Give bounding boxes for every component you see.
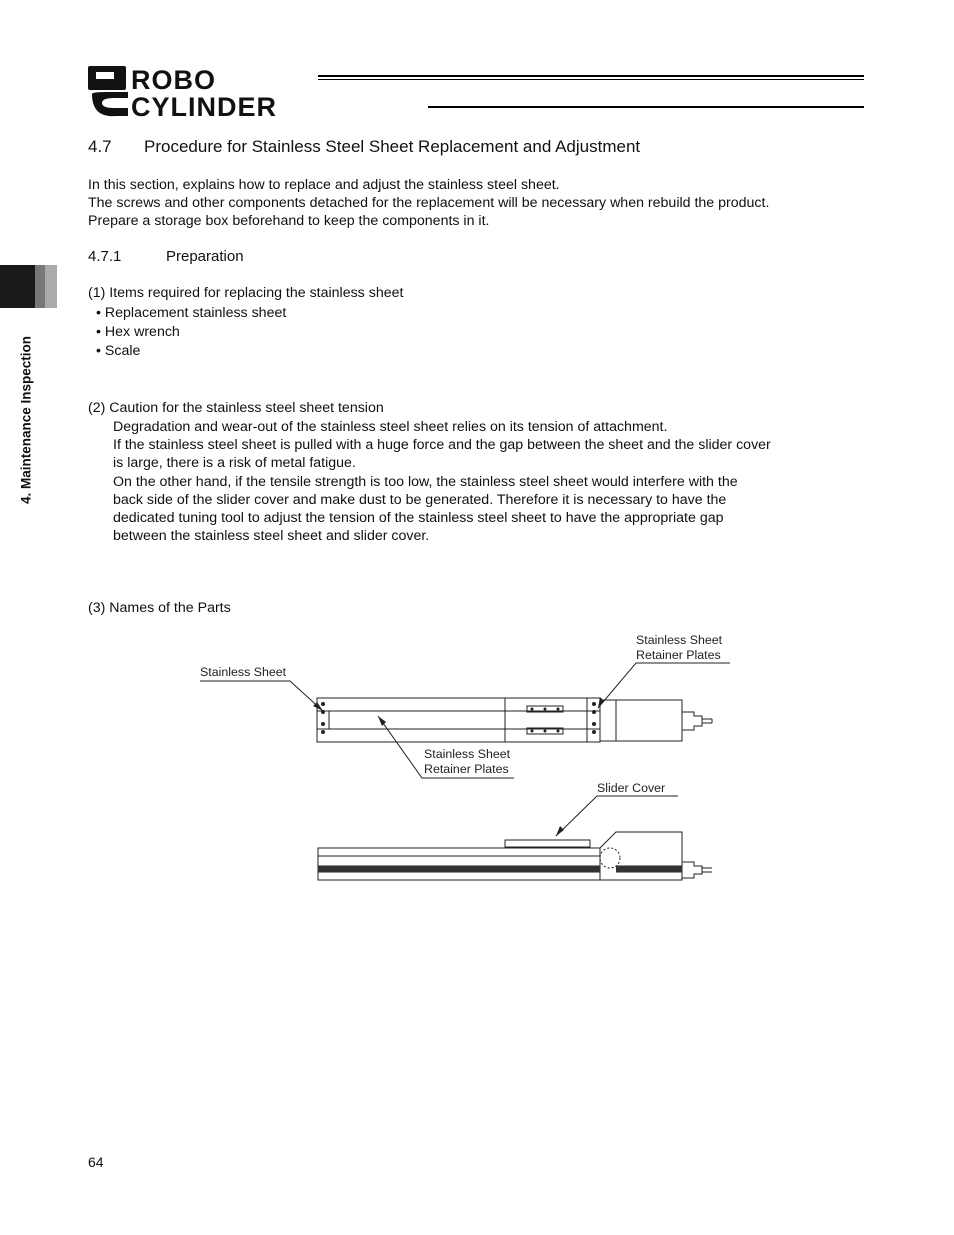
section-title: Procedure for Stainless Steel Sheet Replacement and Adjustment — [144, 137, 641, 156]
page-number: 64 — [88, 1154, 104, 1170]
label-slider-cover: Slider Cover — [597, 781, 666, 795]
caution-line: If the stainless steel sheet is pulled with a huge force and the gap between the sheet and the slider cover — [113, 437, 771, 454]
list-item: • Hex wrench — [96, 324, 180, 340]
list-item: • Replacement stainless sheet — [96, 305, 287, 321]
label-retainer-top-line2: Retainer Plates — [636, 648, 721, 662]
actuator-body-side-view — [318, 848, 600, 880]
subsection-number: 4.7.1 — [88, 248, 122, 265]
caution-line: On the other hand, if the tensile strength is too low, the stainless steel sheet would interfere with the — [113, 473, 738, 490]
motor-housing-top — [616, 700, 682, 741]
caution-line: between the stainless steel sheet and slider cover. — [113, 528, 430, 545]
caution-line: dedicated tuning tool to adjust the tension of the stainless steel sheet to have the appropriate gap — [113, 510, 724, 527]
logo-text-cylinder: CYLINDER — [131, 92, 278, 118]
intro-line: In this section, explains how to replace and adjust the stainless steel sheet. — [88, 177, 560, 193]
intro-line: The screws and other components detached for the replacement will be necessary when rebuild the product. — [88, 195, 770, 211]
leader-stainless-sheet — [200, 681, 323, 711]
label-retainer-mid-line2: Retainer Plates — [424, 762, 509, 776]
section-number: 4.7 — [88, 137, 112, 156]
caution-line: is large, there is a risk of metal fatigue. — [113, 455, 356, 472]
caution-line: Degradation and wear-out of the stainless steel sheet relies on its tension of attachment. — [113, 419, 668, 435]
items-required-heading: (1) Items required for replacing the stainless sheet — [88, 285, 404, 301]
subsection-title: Preparation — [166, 248, 244, 265]
leader-retainer-top — [598, 663, 730, 708]
label-retainer-mid-line1: Stainless Sheet — [424, 747, 511, 761]
slider-block — [505, 698, 587, 742]
parts-heading: (3) Names of the Parts — [88, 600, 231, 616]
actuator-body-top-view — [317, 698, 600, 742]
caution-line: back side of the slider cover and make dust to be generated. Therefore it is necessary to have the — [113, 491, 727, 508]
chapter-side-label: 4. Maintenance Inspection — [18, 335, 34, 505]
leader-slider-cover — [556, 796, 678, 836]
list-item: • Scale — [96, 343, 141, 359]
slider-cover — [505, 840, 590, 847]
intro-line: Prepare a storage box beforehand to keep the components in it. — [88, 213, 490, 229]
label-stainless-sheet: Stainless Sheet — [200, 665, 287, 679]
caution-heading: (2) Caution for the stainless steel sheet tension — [88, 400, 384, 416]
label-retainer-top-line1: Stainless Sheet — [636, 633, 723, 647]
logo-text-robo: ROBO — [131, 66, 216, 95]
